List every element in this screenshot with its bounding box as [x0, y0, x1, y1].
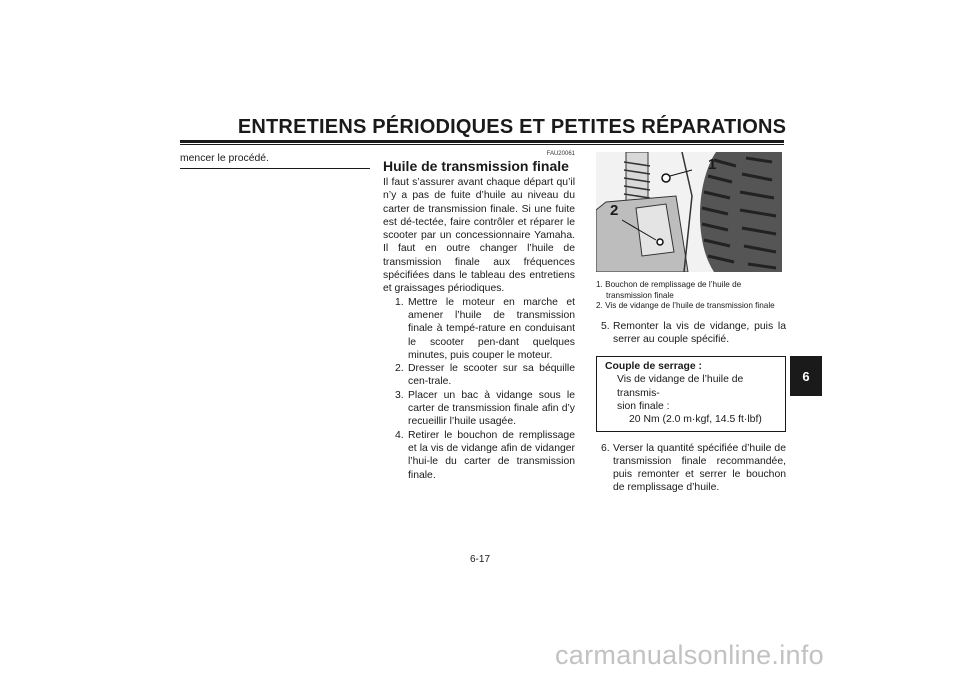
watermark: carmanualsonline.info: [555, 640, 824, 670]
step-number: 5.: [601, 320, 610, 332]
continuation-text: mencer le procédé.: [180, 153, 269, 164]
section-title: Huile de transmission finale: [383, 158, 569, 174]
step-text: Remonter la vis de vidange, puis la serrer au couple spécifié.: [613, 320, 786, 345]
callout-2: 2: [610, 202, 619, 219]
step-number: 2.: [395, 363, 404, 375]
step-text: Placer un bac à vidange sous le carter de transmission finale afin d’y recueillir l’huile usagée.: [408, 389, 575, 428]
caption-item: 1. Bouchon de remplissage de l’huile de transmission finale: [596, 280, 742, 300]
step-number: 6.: [601, 442, 610, 454]
step-text: Dresser le scooter sur sa béquille cen-trale.: [408, 363, 575, 388]
header-rule-thin: [180, 144, 784, 145]
step-text: Verser la quantité spécifiée d’huile de transmission finale recommandée, puis remonter et serrer le bouchon de remplissage d’huile.: [613, 442, 786, 494]
section-intro: Il faut s’assurer avant chaque départ qu’il n’y a pas de fuite d’huile au niveau du carter de transmission finale. Si une fuite est dé-tectée, faire contrôler et réparer le scooter par un concessionnaire Yamaha. Il faut en outre changer l’huile de transmission finale aux fréquences spécifiées dans le tableau des entretiens et graissages périodiques.: [383, 177, 575, 295]
step-number: 3.: [395, 389, 404, 401]
step-number: 1.: [395, 296, 404, 308]
step-text: Mettre le moteur en marche et amener l’huile de transmission finale à tempé-rature en conduisant le scooter pen-dant quelques minutes, puis couper le moteur.: [408, 296, 575, 361]
transmission-illustration: [596, 152, 782, 272]
callout-1: 1: [708, 156, 717, 173]
figure-captions: [596, 280, 786, 312]
step-5: [596, 320, 786, 347]
column-left-rule: [180, 168, 370, 169]
step-6: [596, 442, 786, 495]
list-item: [383, 362, 575, 389]
spec-value: 20 Nm (2.0 m·kgf, 14.5 ft·lbf): [629, 414, 762, 426]
steps-list: [383, 296, 575, 482]
spec-title: Couple de serrage :: [605, 361, 703, 373]
column-left: [180, 152, 370, 165]
chapter-tab: 6: [790, 356, 822, 396]
header-rule: [180, 140, 784, 143]
list-item: [383, 296, 575, 362]
torque-spec-box: [596, 356, 786, 431]
list-item: [383, 389, 575, 429]
list-item: [383, 429, 575, 482]
column-middle: [383, 150, 575, 482]
spec-line: sion finale :: [617, 400, 670, 412]
column-right: [596, 152, 786, 495]
page-number: 6-17: [469, 554, 490, 565]
step-text: Retirer le bouchon de remplissage et la vis de vidange afin de vidanger l’hui-le du carter de transmission finale.: [408, 429, 575, 481]
transmission-figure: [596, 152, 782, 272]
step-number: 4.: [395, 429, 404, 441]
caption-item: 2. Vis de vidange de l’huile de transmission finale: [596, 301, 775, 310]
section-code: FAU20061: [546, 151, 575, 157]
page-header-title: ENTRETIENS PÉRIODIQUES ET PETITES RÉPARATIONS: [237, 116, 787, 138]
spec-line: Vis de vidange de l’huile de transmis-: [617, 374, 744, 399]
